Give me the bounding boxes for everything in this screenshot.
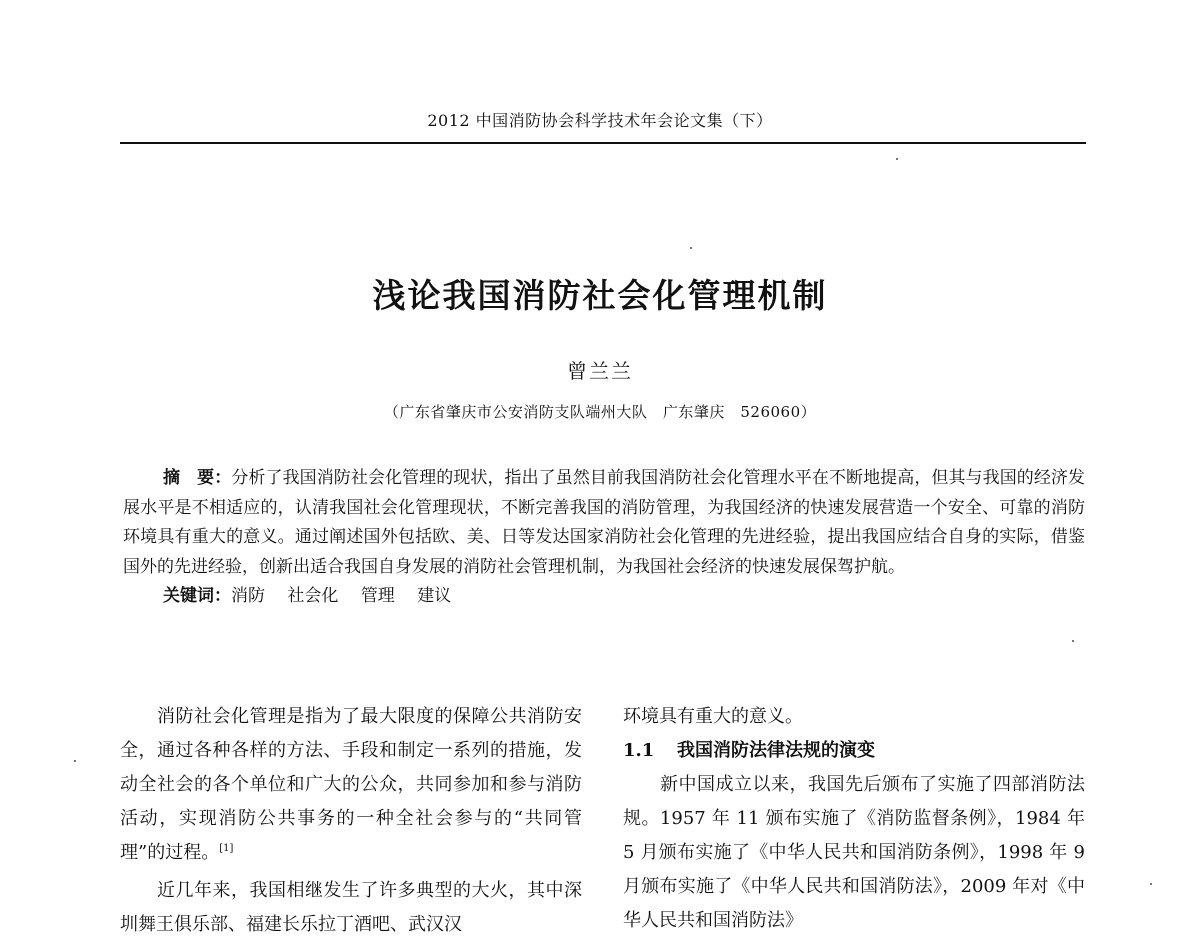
- scan-speck: [690, 247, 692, 249]
- header-rule: [120, 142, 1086, 144]
- running-head: 2012 中国消防协会科学技术年会论文集（下）: [427, 111, 773, 130]
- paper-title: 浅论我国消防社会化管理机制: [372, 276, 828, 315]
- body-paragraph: 新中国成立以来，我国先后颁布了实施了四部消防法规。1957 年 11 颁布实施了《消防监督条例》，1984 年 5 月颁布实施了《中华人民共和国消防条例》，1998 年 9 月颁布实施了《中华人民共和国消防法》，2009 年对《中华人民共和国消防法》: [623, 774, 1085, 931]
- section-number: 1.1: [623, 740, 655, 761]
- section-heading: [623, 734, 1085, 768]
- body-column-left: [120, 700, 582, 942]
- body-paragraph: 近几年来，我国相继发生了许多典型的大火，其中深圳舞王俱乐部、福建长乐拉丁酒吧、武汉汉: [120, 880, 582, 935]
- section-title: 我国消防法律法规的演变: [677, 740, 875, 761]
- abstract-text: 分析了我国消防社会化管理的现状，指出了虽然目前我国消防社会化管理水平在不断地提高，但其与我国的经济发展水平是不相适应的，认清我国社会化管理现状，不断完善我国的消防管理，为我国经济的快速发展营造一个安全、可靠的消防环境具有重大的意义。通过阐述国外包括欧、美、日等发达国家消防社会化管理的先进经验，提出我国应结合自身的实际，借鉴国外的先进经验，创新出适合我国自身发展的消防社会管理机制，为我国社会经济的快速发展保驾护航。: [123, 468, 1086, 577]
- keyword-item: 建议: [417, 586, 452, 607]
- scan-speck: [1072, 640, 1074, 642]
- author-name: 曾兰兰: [567, 359, 633, 383]
- keywords-label: 关键词：: [163, 586, 231, 607]
- author-affiliation: （广东省肇庆市公安消防支队端州大队 广东肇庆 526060）: [383, 403, 817, 421]
- scan-speck: [1150, 883, 1152, 885]
- keyword-item: 社会化: [287, 586, 339, 607]
- body-paragraph: 环境具有重大的意义。: [623, 706, 803, 727]
- scan-speck: [74, 760, 76, 762]
- keyword-item: 管理: [360, 586, 395, 607]
- abstract-paragraph: [123, 464, 1085, 582]
- keywords-line: [123, 582, 1085, 612]
- body-column-right: [623, 700, 1085, 938]
- abstract-label: 摘 要：: [163, 468, 232, 488]
- body-paragraph: [120, 700, 582, 870]
- keyword-item: 消防: [231, 586, 265, 607]
- abstract-block: [123, 464, 1085, 612]
- scan-speck: [896, 158, 898, 160]
- body-paragraph-text: 消防社会化管理是指为了最大限度的保障公共消防安全，通过各种各样的方法、手段和制定一系列的措施，发动全社会的各个单位和广大的公众，共同参加和参与消防活动，实现消防公共事务的一种全社会参与的“共同管理”的过程。: [120, 706, 582, 863]
- citation-ref: [1]: [219, 843, 234, 854]
